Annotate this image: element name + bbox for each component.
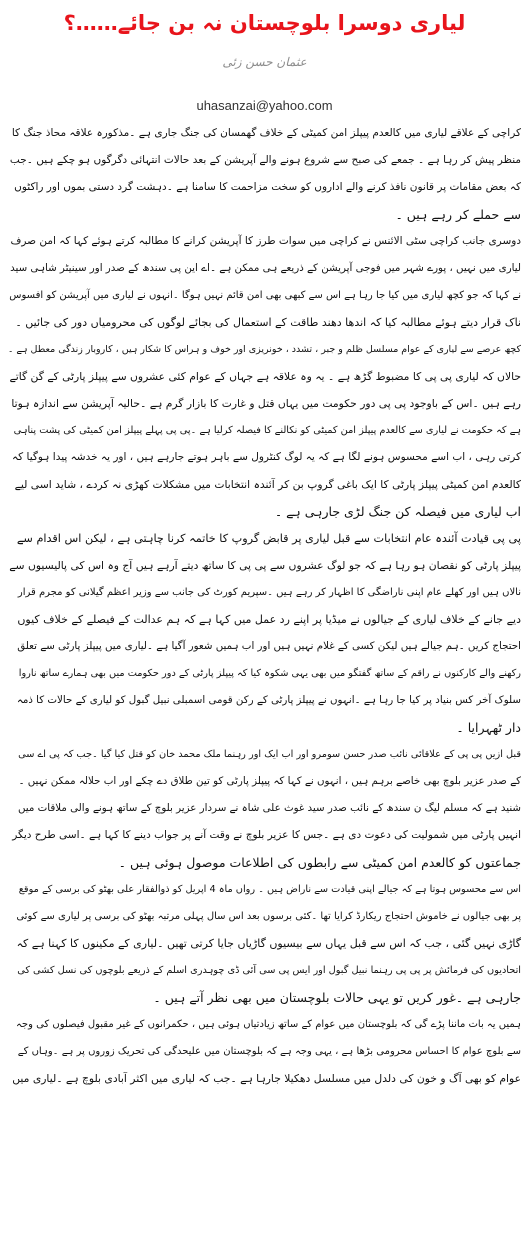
paragraph-line: منظر پیش کر رہا ہے ۔ جمعے کی صبح سے شروع ہونے والے آپریشن کے بعد حالات انتہائی دگرگوں ہو چکے ہیں ۔جب <box>9 154 521 166</box>
article-paragraph <box>8 336 521 525</box>
paragraph-line: جماعتوں کو کالعدم امن کمیٹی سے رابطوں کی اطلاعات موصول ہوئی ہیں ۔ <box>118 855 521 870</box>
author-name: عثمان حسن زئی <box>222 55 307 69</box>
paragraph-line: رکھنے والے کارکنوں نے راقم کے ساتھ گفتگو میں بھی یہی شکوہ کیا کہ پیپلز پارٹی کے دور حکومت میں بھی ہمارے ساتھ ناروا <box>18 668 521 679</box>
paragraph-line: احتجاج کریں ۔ہم جیالے ہیں لیکن کسی کے غلام نہیں ہیں اور اب ہمیں شعور آگیا ہے ۔لیاری میں پیپلز پارٹی سے تعلق <box>17 640 521 652</box>
paragraph-line: دیے جانے کے خلاف لیاری کے جیالوں نے میڈیا پر اپنے رد عمل میں کہا ہے کہ ہم عدالت کے فیصلے کے خلاف کیوں <box>17 613 521 626</box>
paragraph-line: جارہی ہے ۔غور کریں تو یہی حالات بلوچستان میں بھی نظر آتے ہیں ۔ <box>153 990 521 1005</box>
paragraph-line: کہ بعض مقامات پر قانون نافذ کرنے والے اداروں کو سخت مزاحمت کا سامنا ہے ۔دہشت گرد دستی بموں اور راکٹوں <box>14 181 521 193</box>
article-paragraph <box>8 1011 521 1092</box>
paragraph-line: گاڑی نہیں گئی ، جب کہ اس سے قبل یہاں سے بیسیوں گاڑیاں جایا کرتی تھیں ۔لیاری کے مکینوں کا کہنا ہے کہ <box>16 937 521 950</box>
paragraph-line: قبل ازیں پی پی کے علاقائی نائب صدر حسن سومرو اور اب ایک اور رہنما ملک محمد خان کو قتل کیا گیا ۔جب کہ پی اے سی <box>18 749 521 760</box>
paragraph-line: دار ٹھہرایا ۔ <box>456 720 521 735</box>
paragraph-line: نالاں ہیں اور کھلے عام اپنی ناراضگی کا اظہار کر رہے ہیں ۔سپریم کورٹ کی جانب سے وزیر اعظم گیلانی کو مجرم قرار <box>17 587 521 598</box>
article-paragraph <box>8 741 521 876</box>
article-body <box>8 120 521 1092</box>
article-paragraph <box>8 120 521 228</box>
paragraph-line: پیپلز پارٹی کو نقصان ہو رہا ہے کہ جو لوگ عشروں سے پی پی کا ساتھ دیتے آرہے ہیں آج وہ اس کی پالیسیوں سے <box>9 559 521 572</box>
paragraph-line: نے کہا کہ جو کچھ لیاری میں کیا جا رہا ہے اس سے کبھی بھی امن قائم نہیں ہوگا ۔انہوں نے لیاری میں آپریشن کو افسوس <box>9 290 521 301</box>
paragraph-line: اب لیاری میں فیصلہ کن جنگ لڑی جارہی ہے ۔ <box>274 504 521 519</box>
paragraph-line: انہیں پارٹی میں شمولیت کی دعوت دی ہے ۔جس کا عزیر بلوچ نے وقت آنے پر جواب دینے کا کہا ہے ۔اسی طرح دیگر <box>12 829 521 841</box>
paragraph-line: کے صدر عزیر بلوچ بھی خاصے برہم ہیں ، انہوں نے کہا کہ پیپلز پارٹی کو تین طلاق دے چکے اور اب حلالہ ممکن نہیں ۔ <box>18 775 521 787</box>
paragraph-line: اتحادیوں کی فرمائش پر پی پی رہنما نبیل گبول اور ایس پی سی آئی ڈی چوہدری اسلم کے ذریعے بلوچوں کی نسل کشی کی <box>17 965 521 976</box>
paragraph-line: کچھ عرصے سے لیاری کے عوام مسلسل ظلم و جبر ، تشدد ، خونریزی اور خوف و ہراس کا شکار ہیں ، کاروبار زندگی معطل ہے ۔ <box>8 344 521 355</box>
article-paragraph <box>8 228 521 336</box>
paragraph-line: ناک قرار دیتے ہوئے مطالبہ کیا کہ اندھا دھند طاقت کے استعمال کی بجائے لوگوں کی محرومیاں دور کی جائیں ۔ <box>15 316 521 329</box>
paragraph-line: سے بلوچ عوام کا احساس محرومی بڑھا ہے ، یہی وجہ ہے کہ بلوچستان میں علیحدگی کی تحریک زوروں پر ہے ۔وہاں کے <box>17 1046 521 1057</box>
paragraph-line: عوام کو بھی آگ و خون کی دلدل میں مسلسل دھکیلا جارہا ہے ۔جب کہ لیاری میں اکثر آبادی بلوچ ہے ۔لیاری میں <box>12 1072 521 1085</box>
paragraph-line: کالعدم امن کمیٹی پیپلز پارٹی کا ایک باغی گروپ بن کر آئندہ انتخابات میں مشکلات کھڑی نہ کردے ، شاید اسی لیے <box>14 478 521 491</box>
paragraph-line: کراچی کے علاقے لیاری میں کالعدم پیپلز امن کمیٹی کے خلاف گھمسان کی جنگ جاری ہے ۔مذکورہ علاقہ محاذ جنگ کا <box>11 127 521 139</box>
paragraph-line: کرتی رہی ، اب اسے محسوس ہونے لگا ہے کہ یہ لوگ کنٹرول سے باہر ہوتے جارہے ہیں ، اور یہ خدشہ پیدا ہوگیا کہ <box>12 451 521 463</box>
paragraph-line: ہے کہ حکومت نے لیاری سے کالعدم پیپلز امن کمیٹی کو نکالنے کا فیصلہ کرلیا ہے ۔پی پی پہلے پیپلز امن کمیٹی کی پشت پناہی <box>13 425 521 436</box>
paragraph-line: سے حملے کر رہے ہیں ۔ <box>395 207 521 222</box>
paragraph-line: ہمیں یہ بات ماننا پڑے گی کہ بلوچستان میں عوام کے ساتھ زیادتیاں ہوئی ہیں ، حکمرانوں کے غیر مقبول فیصلوں کی وجہ <box>16 1019 521 1030</box>
article-paragraph <box>8 525 521 741</box>
paragraph-line: دوسری جانب کراچی سٹی الائنس نے کراچی میں سوات طرز کا آپریشن کرانے کا مطالبہ کرتے ہوئے کہا کہ امن صرف <box>10 235 521 247</box>
article-title: لیاری دوسرا بلوچستان نہ بن جائے……؟ <box>63 11 466 35</box>
paragraph-line: پی پی قیادت آئندہ عام انتخابات سے قبل لیاری پر قابض گروپ کا خاتمہ کرنا چاہتی ہے ، لیکن اس اقدام سے <box>16 532 521 545</box>
paragraph-line: سلوک آخر کس بنیاد پر کیا جا رہا ہے ۔انہوں نے پیپلز پارٹی کے رکن قومی اسمبلی نبیل گبول کو لیاری کے حالات کا ذمہ <box>16 694 521 706</box>
paragraph-line: اس سے محسوس ہوتا ہے کہ جیالے اپنی قیادت سے ناراض ہیں ۔ رواں ماہ 4 اپریل کو ذوالفقار علی بھٹو کی برسی کے موقع <box>18 884 521 895</box>
paragraph-line: پر بھی جیالوں نے خاموش احتجاج ریکارڈ کرایا تھا ۔کئی برسوں بعد اس سال پہلی مرتبہ بھٹو کی برسی پر لیاری سے کوئی <box>16 911 521 922</box>
author-email[interactable]: uhasanzai@yahoo.com <box>196 98 333 113</box>
paragraph-line: رہے ہیں ۔اس کے باوجود پی پی دور حکومت میں یہاں قتل و غارت کا بازار گرم ہے ۔حالیہ آپریشن سے اندازہ ہوتا <box>11 397 521 410</box>
article-paragraph <box>8 876 521 1011</box>
paragraph-line: حالاں کہ لیاری پی پی کا مضبوط گڑھ ہے ۔ یہ وہ علاقہ ہے جہاں کے عوام کئی عشروں سے پیپلز پارٹی کے گن گاتے <box>9 370 521 383</box>
paragraph-line: لیاری میں نہیں ، پورے شہر میں فوجی آپریشن کے ذریعے ہی ممکن ہے ۔اے این پی سندھ کے صدر اور سینیٹر شاہی سید <box>10 262 521 274</box>
paragraph-line: شنید ہے کہ مسلم لیگ ن سندھ کے نائب صدر سید غوث علی شاہ نے سردار عزیر بلوچ کے ساتھ ہونے والی ملاقات میں <box>17 802 521 814</box>
